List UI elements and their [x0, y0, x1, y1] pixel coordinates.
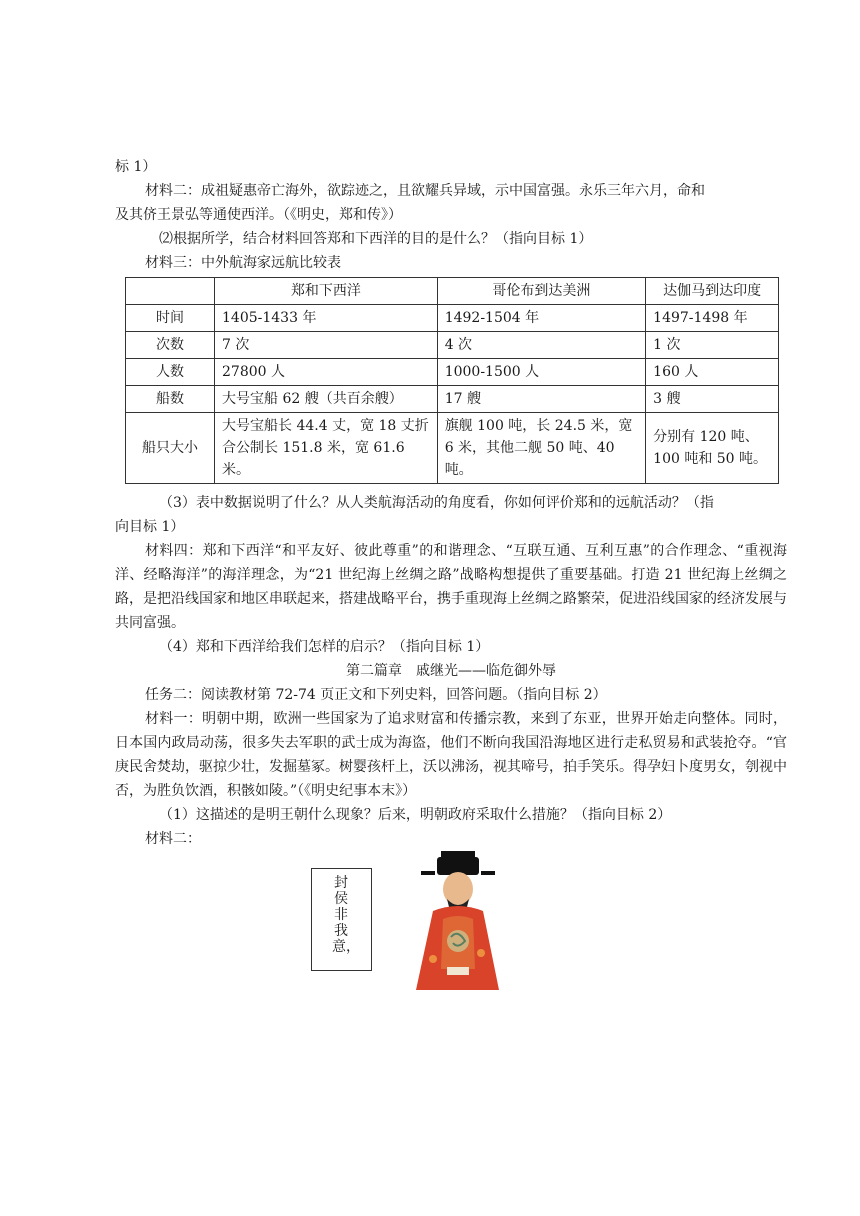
table-cell: 27800 人 — [215, 359, 438, 386]
table-row — [126, 305, 779, 332]
table-cell: 7 次 — [215, 332, 438, 359]
row-label: 人数 — [126, 359, 215, 386]
table-cell: 1492-1504 年 — [437, 305, 645, 332]
qi-jiguang-portrait-icon — [413, 849, 502, 990]
table-header-cell: 哥伦布到达美洲 — [437, 278, 645, 305]
material-2-second: 材料二： — [145, 831, 201, 847]
table-header-row — [126, 278, 779, 305]
table-cell: 4 次 — [437, 332, 645, 359]
table-header-cell: 郑和下西洋 — [215, 278, 438, 305]
question-4: （4）郑和下西洋给我们怎样的启示？（指向目标 1） — [159, 639, 490, 655]
row-label: 船数 — [126, 386, 215, 413]
table-cell: 大号宝船长 44.4 丈，宽 18 丈折合公制长 151.8 米，宽 61.6 米。 — [215, 413, 438, 484]
material-2-line-2: 及其侪王景弘等通使西洋。（《明史，郑和传》） — [115, 207, 402, 223]
table-cell: 1405-1433 年 — [215, 305, 438, 332]
table-row — [126, 332, 779, 359]
poem-box — [311, 868, 372, 971]
text-line: 标 1） — [115, 159, 157, 175]
task-2: 任务二：阅读教材第 72-74 页正文和下列史料，回答问题。（指向目标 2） — [145, 687, 607, 703]
table-cell: 1497-1498 年 — [646, 305, 779, 332]
table-cell: 1000-1500 人 — [437, 359, 645, 386]
poem-text: 封侯非我意， — [332, 875, 360, 955]
chapter-title: 第二篇章 戚继光——临危御外辱 — [346, 663, 556, 679]
table-cell: 大号宝船 62 艘（共百余艘） — [215, 386, 438, 413]
row-label: 船只大小 — [126, 413, 215, 484]
table-row — [126, 359, 779, 386]
question-5: （1）这描述的是明王朝什么现象？后来，明朝政府采取什么措施？（指向目标 2） — [159, 807, 672, 823]
table-cell: 17 艘 — [437, 386, 645, 413]
row-label: 时间 — [126, 305, 215, 332]
table-cell: 3 艘 — [646, 386, 779, 413]
material-1-second: 材料一：明朝中期，欧洲一些国家为了追求财富和传播宗教，来到了东亚，世界开始走向整体。同时，日本国内政局动荡，很多失去军职的武士成为海盗，他们不断向我国沿海地区进行走私贸易和武装抢夺。“官庚民舍焚劫，驱掠少壮，发掘墓冢。树婴孩杆上，沃以沸汤，视其啼号，拍手笑乐。得孕妇卜度男女，刳视中否，为胜负饮酒，积骸如陵。”（《明史纪事本末》） — [115, 711, 787, 799]
material-4: 材料四：郑和下西洋“和平友好、彼此尊重”的和谐理念、“互联互通、互利互惠”的合作理念、“重视海洋、经略海洋”的海洋理念，为“21 世纪海上丝绸之路”战略构想提供了重要基础。打造 21 世纪海上丝绸之路，是把沿线国家和地区串联起来，搭建战略平台，携手重现海上丝绸之路繁荣，促进沿线国家的经济发展与共同富强。 — [115, 543, 787, 631]
table-row — [126, 386, 779, 413]
table-cell: 160 人 — [646, 359, 779, 386]
table-cell: 1 次 — [646, 332, 779, 359]
table-row — [126, 413, 779, 484]
question-3-line-1: （3）表中数据说明了什么？从人类航海活动的角度看，你如何评价郑和的远航活动？（指 — [159, 495, 714, 511]
table-cell: 旗舰 100 吨，长 24.5 米，宽 6 米，其他二舰 50 吨、40 吨。 — [437, 413, 645, 484]
voyage-comparison-table — [125, 277, 779, 484]
row-label: 次数 — [126, 332, 215, 359]
material-3-title: 材料三：中外航海家远航比较表 — [145, 255, 341, 271]
table-header-cell: 达伽马到达印度 — [646, 278, 779, 305]
material-2-line-1: 材料二：成祖疑惠帝亡海外，欲踪迹之，且欲耀兵异域，示中国富强。永乐三年六月，命和 — [145, 183, 705, 199]
table-corner-cell — [126, 278, 215, 305]
question-2: ⑵根据所学，结合材料回答郑和下西洋的目的是什么？（指向目标 1） — [159, 231, 593, 247]
portrait-svg — [413, 849, 502, 990]
question-3-line-2: 向目标 1） — [115, 519, 185, 535]
table-cell: 分别有 120 吨、100 吨和 50 吨。 — [646, 413, 779, 484]
